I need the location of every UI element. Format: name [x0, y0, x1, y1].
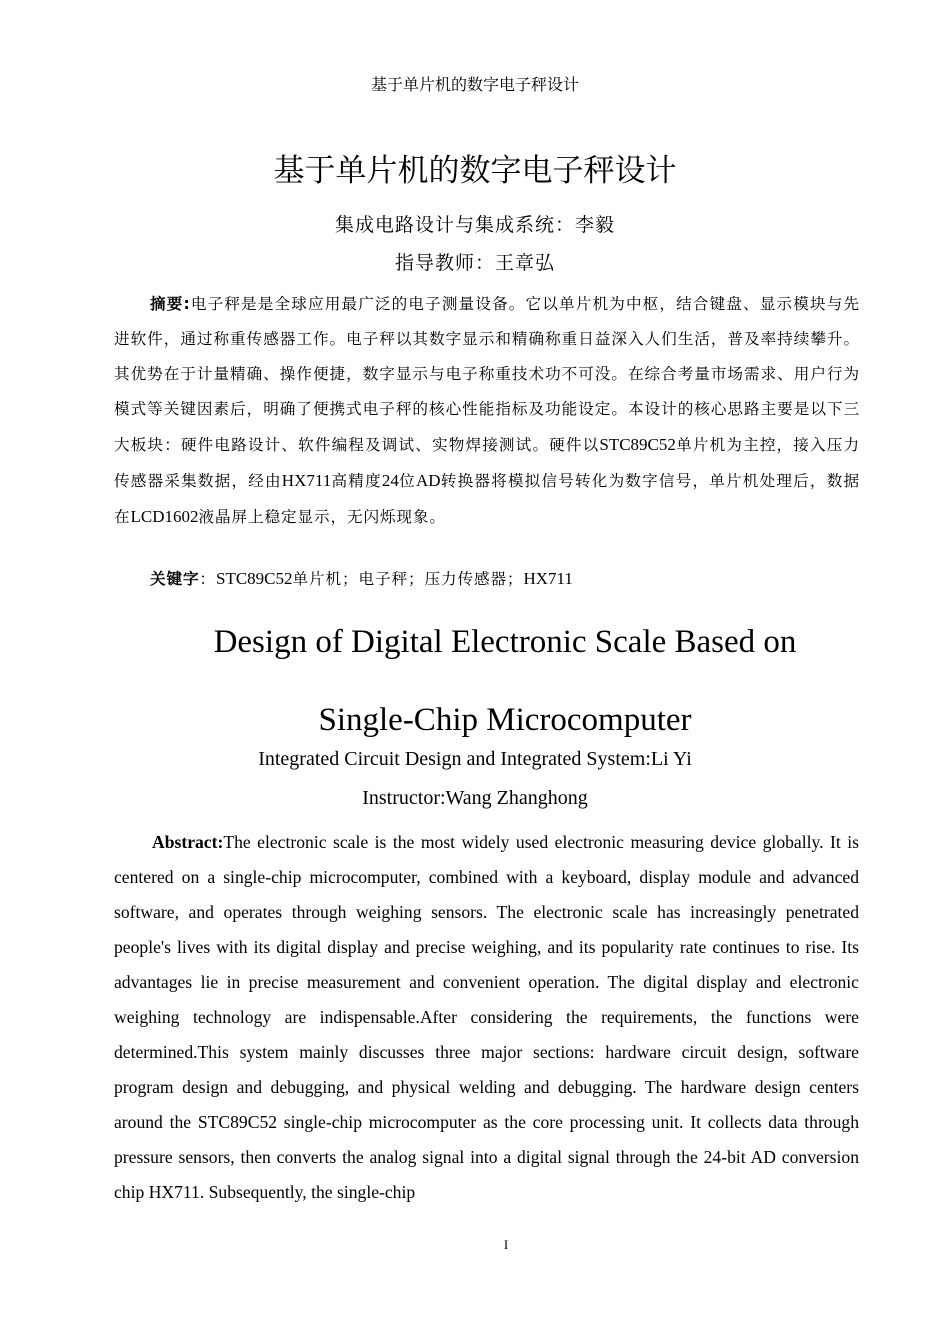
english-title-line-2: Single-Chip Microcomputer	[318, 702, 692, 738]
chinese-abstract-text: 单片机为主控，接入压力传感器采集数据，经由	[114, 436, 860, 490]
running-header: 基于单片机的数字电子秤设计	[370, 75, 579, 94]
keywords-separator: ：	[199, 570, 216, 588]
chinese-keywords	[114, 564, 860, 594]
chinese-abstract-term: AD	[415, 471, 441, 490]
english-abstract	[114, 825, 859, 1210]
english-abstract-label: Abstract:	[152, 832, 224, 852]
chinese-abstract-text: 液晶屏上稳定显示，无闪烁现象。	[198, 508, 446, 526]
chinese-abstract-term: STC89C52	[599, 435, 676, 454]
chinese-abstract-text: 电子秤是是全球应用最广泛的电子测量设备。它以单片机为中枢，结合键盘、显示模块与先进软件，通过称重传感器工作。电子秤以其数字显示和精确称重日益深入人们生活，普及率持续攀升。其优势在于计量精确、操作便捷，数字显示与电子称重技术功不可没。在综合考量市场需求、用户行为模式等关键因素后，明确了便携式电子秤的核心性能指标及功能设定。本设计的核心思路主要是以下三大板块：硬件电路设计、软件编程及调试、实物焊接测试。硬件以	[114, 295, 860, 454]
chinese-abstract-text: 高精度	[331, 472, 382, 490]
chinese-abstract-label: 摘要:	[150, 295, 191, 313]
chinese-abstract-term: HX711	[281, 471, 332, 490]
english-title-line-1: Design of Digital Electronic Scale Based on	[213, 624, 797, 660]
english-author-line: Integrated Circuit Design and Integrated System:Li Yi	[258, 748, 692, 770]
keyword-list: 单片机；电子秤；压力传感器；	[292, 570, 524, 588]
english-title	[60, 603, 950, 759]
chinese-keywords-label: 关键字	[150, 570, 200, 588]
keyword-term: HX711	[523, 569, 573, 588]
chinese-abstract-text: 转换器将模拟信号转化为数字信号，单片机处理后，数据在	[114, 472, 860, 526]
chinese-abstract-term: 24	[381, 471, 399, 490]
chinese-abstract-text: 位	[398, 472, 416, 490]
page-number: I	[503, 1237, 509, 1252]
chinese-abstract	[114, 287, 860, 535]
chinese-title: 基于单片机的数字电子秤设计	[273, 153, 677, 189]
english-abstract-text: The electronic scale is the most widely used electronic measuring device globally. It is centered on a single-chip microcomputer, combined with a keyboard, display module and advanced software, and operates through weighing sensors. The electronic scale has increasingly penetrated people's lives with its digital display and precise weighing, and its popularity rate continues to rise. Its advantages lie in precise measurement and convenient operation. The digital display and electronic weighing technology are indispensable.After considering the requirements, the functions were determined.This system mainly discusses three major sections: hardware circuit design, software program design and debugging, and physical welding and debugging. The hardware design centers around the STC89C52 single-chip microcomputer as the core processing unit. It collects data through pressure sensors, then converts the analog signal into a digital signal through the 24-bit AD conversion chip HX711. Subsequently, the single-chip	[114, 832, 859, 1202]
english-advisor-line: Instructor:Wang Zhanghong	[362, 787, 588, 809]
keyword-term: STC89C52	[215, 569, 293, 588]
chinese-author-line: 集成电路设计与集成系统：李毅	[334, 214, 615, 236]
chinese-abstract-term: LCD1602	[130, 507, 199, 526]
chinese-advisor-line: 指导教师：王章弘	[394, 252, 555, 274]
